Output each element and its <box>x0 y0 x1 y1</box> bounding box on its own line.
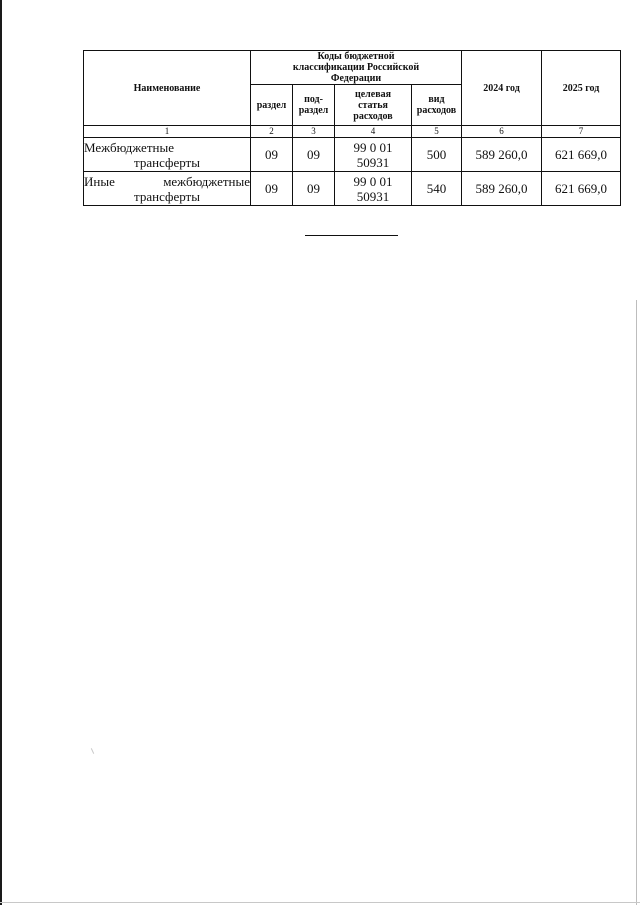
row-podrazdel: 09 <box>293 172 335 206</box>
row-razdel: 09 <box>251 172 293 206</box>
header-year-2025: 2025 год <box>542 51 621 126</box>
column-number: 5 <box>412 126 462 138</box>
row-tselevaya-line1: 99 0 01 <box>353 173 393 189</box>
page-scan-edge-bottom <box>0 902 640 903</box>
column-number: 1 <box>84 126 251 138</box>
row-amount-2025: 621 669,0 <box>542 172 621 206</box>
header-tselevaya-line2: статья <box>358 99 388 111</box>
row-name-word: Иные <box>84 173 115 189</box>
row-name-word: межбюджетные <box>163 173 250 189</box>
end-of-table-rule <box>305 235 398 236</box>
row-name-cell <box>84 172 251 206</box>
header-tselevaya-statya <box>335 85 412 126</box>
header-codes-group-text: Коды бюджетной классификации Российской Федерации <box>292 51 420 84</box>
page-scan-edge-left <box>0 0 2 905</box>
column-number: 3 <box>293 126 335 138</box>
row-name-cell <box>84 138 251 172</box>
row-podrazdel: 09 <box>293 138 335 172</box>
row-tselevaya-line2: 50931 <box>356 188 390 204</box>
header-tselevaya-line1: целевая <box>354 88 392 100</box>
header-vid-line2: расходов <box>416 105 457 116</box>
header-vid-raskhodov <box>412 85 462 126</box>
column-number: 7 <box>542 126 621 138</box>
scan-speck <box>91 748 94 754</box>
header-tselevaya-line3: расходов <box>353 110 393 122</box>
row-name-word: Межбюджетные <box>84 139 174 155</box>
column-number: 6 <box>462 126 542 138</box>
row-tselevaya-line2: 50931 <box>356 154 390 170</box>
row-amount-2024: 589 260,0 <box>462 138 542 172</box>
header-razdel: раздел <box>251 85 293 126</box>
row-amount-2025: 621 669,0 <box>542 138 621 172</box>
column-number: 4 <box>335 126 412 138</box>
row-name-line2: трансферты <box>134 188 200 204</box>
row-tselevaya-line1: 99 0 01 <box>353 139 393 155</box>
table-row <box>84 138 621 172</box>
page-scan-edge-right <box>636 300 637 905</box>
header-podrazdel-line1: под- <box>304 94 323 105</box>
table-row <box>84 172 621 206</box>
header-year-2024: 2024 год <box>462 51 542 126</box>
row-tselevaya-statya <box>335 138 412 172</box>
row-vid-raskhodov: 540 <box>412 172 462 206</box>
row-vid-raskhodov: 500 <box>412 138 462 172</box>
header-codes-group <box>251 51 462 85</box>
row-name-line2: трансферты <box>134 154 200 170</box>
budget-classification-table <box>83 50 621 206</box>
row-razdel: 09 <box>251 138 293 172</box>
column-number: 2 <box>251 126 293 138</box>
row-amount-2024: 589 260,0 <box>462 172 542 206</box>
header-podrazdel-line2: раздел <box>298 105 329 116</box>
header-name: Наименование <box>84 51 251 126</box>
header-vid-line1: вид <box>428 94 445 105</box>
column-numbers-row <box>84 126 621 138</box>
row-tselevaya-statya <box>335 172 412 206</box>
header-podrazdel <box>293 85 335 126</box>
